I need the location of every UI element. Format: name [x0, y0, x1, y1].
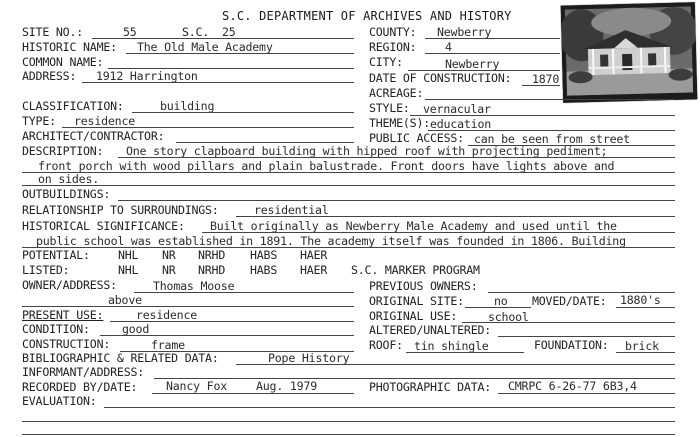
- bibliographic-label: BIBLIOGRAPHIC & RELATED DATA:: [22, 351, 219, 365]
- condition-label: CONDITION:: [22, 322, 90, 336]
- house-photo-image: [561, 2, 697, 102]
- listed-nrhd: NRHD: [198, 263, 226, 277]
- address-label: ADDRESS:: [22, 69, 77, 83]
- present-use-value: residence: [136, 308, 198, 322]
- potential-label: POTENTIAL:: [22, 248, 90, 262]
- outbuildings-label: OUTBUILDINGS:: [22, 187, 111, 201]
- city-label: CITY:: [369, 55, 403, 69]
- description-line-1: One story clapboard building with hipped roof with projecting pediment;: [126, 144, 608, 158]
- date-of-construction-value: 1870: [532, 72, 560, 86]
- previous-owners-label: PREVIOUS OWNERS:: [369, 279, 478, 293]
- theme-value: education: [430, 117, 492, 131]
- type-value: residence: [74, 114, 136, 128]
- foundation-value: brick: [625, 339, 659, 353]
- county-label: COUNTY:: [369, 25, 417, 39]
- owner-label: OWNER/ADDRESS:: [22, 278, 117, 292]
- owner-address: above: [108, 293, 142, 307]
- relationship-label: RELATIONSHIP TO SURROUNDINGS:: [22, 203, 219, 217]
- informant-label: INFORMANT/ADDRESS:: [22, 365, 145, 379]
- roof-value: tin shingle: [414, 339, 489, 353]
- description-label: DESCRIPTION:: [22, 144, 104, 158]
- recorded-by-label: RECORDED BY/DATE:: [22, 380, 138, 394]
- construction-value: frame: [151, 338, 185, 352]
- original-site-value: no: [494, 294, 508, 308]
- original-use-label: ORIGINAL USE:: [369, 309, 458, 323]
- listed-haer: HAER: [300, 263, 328, 277]
- description-line-2: front porch with wood pillars and plain balustrade. Front doors have lights above and: [38, 159, 615, 173]
- potential-nr: NR: [162, 248, 176, 262]
- region-value: 4: [445, 40, 452, 54]
- historic-name-label: HISTORIC NAME:: [22, 40, 117, 54]
- public-access-label: PUBLIC ACCESS:: [369, 131, 464, 145]
- common-name-label: COMMON NAME:: [22, 55, 104, 69]
- original-use-value: school: [488, 310, 529, 324]
- construction-label: CONSTRUCTION:: [22, 337, 111, 351]
- historic-name-value: The Old Male Academy: [137, 40, 273, 54]
- theme-label: THEME(S):: [369, 116, 431, 130]
- photographic-data-value: CMRPC 6-26-77 6B3,4: [508, 379, 637, 393]
- sc-value: 25: [222, 25, 236, 39]
- potential-nrhd: NRHD: [198, 248, 226, 262]
- owner-name: Thomas Moose: [153, 279, 235, 293]
- potential-nhl: NHL: [118, 248, 139, 262]
- photographic-data-label: PHOTOGRAPHIC DATA:: [369, 380, 492, 394]
- public-access-value: can be seen from street: [474, 132, 630, 146]
- altered-label: ALTERED/UNALTERED:: [369, 323, 492, 337]
- house-photo: [561, 2, 697, 102]
- region-label: REGION:: [369, 40, 417, 54]
- original-site-label: ORIGINAL SITE:: [369, 294, 464, 308]
- condition-value: good: [122, 322, 150, 336]
- listed-nhl: NHL: [118, 263, 139, 277]
- moved-date-label: MOVED/DATE:: [532, 294, 607, 308]
- recorded-date: Aug. 1979: [256, 379, 318, 393]
- style-label: STYLE:: [369, 101, 410, 115]
- moved-date-value: 1880's: [620, 293, 661, 307]
- potential-habs: HABS: [250, 248, 278, 262]
- page-title: S.C. DEPARTMENT OF ARCHIVES AND HISTORY: [222, 9, 512, 23]
- site-no-value: 55: [123, 25, 137, 39]
- significance-line-2: public school was established in 1891. The academy itself was founded in 1806. Building: [36, 234, 626, 248]
- roof-label: ROOF:: [369, 338, 403, 352]
- listed-label: LISTED:: [22, 263, 70, 277]
- site-no-label: SITE NO.:: [22, 25, 84, 39]
- significance-line-1: Built originally as Newberry Male Academy and used until the: [210, 219, 617, 233]
- date-of-construction-label: DATE OF CONSTRUCTION:: [369, 71, 512, 85]
- classification-value: building: [160, 99, 215, 113]
- recorded-by-name: Nancy Fox: [166, 379, 228, 393]
- listed-habs: HABS: [250, 263, 278, 277]
- listed-nr: NR: [162, 263, 176, 277]
- description-line-3: on sides.: [38, 172, 100, 186]
- sc-label: S.C.: [182, 25, 210, 39]
- evaluation-label: EVALUATION:: [22, 394, 97, 408]
- address-value: 1912 Harrington: [96, 69, 198, 83]
- foundation-label: FOUNDATION:: [534, 338, 609, 352]
- potential-haer: HAER: [300, 248, 328, 262]
- type-label: TYPE:: [22, 114, 56, 128]
- acreage-label: ACREAGE:: [369, 86, 424, 100]
- style-value: vernacular: [423, 102, 491, 116]
- sc-marker-program: S.C. MARKER PROGRAM: [351, 263, 480, 277]
- present-use-label: PRESENT USE:: [22, 308, 104, 322]
- architect-label: ARCHITECT/CONTRACTOR:: [22, 129, 165, 143]
- county-value: Newberry: [437, 25, 492, 39]
- classification-label: CLASSIFICATION:: [22, 99, 124, 113]
- bibliographic-value: Pope History: [268, 351, 350, 365]
- significance-label: HISTORICAL SIGNIFICANCE:: [22, 219, 185, 233]
- city-value: Newberry: [445, 57, 500, 71]
- relationship-value: residential: [254, 203, 329, 217]
